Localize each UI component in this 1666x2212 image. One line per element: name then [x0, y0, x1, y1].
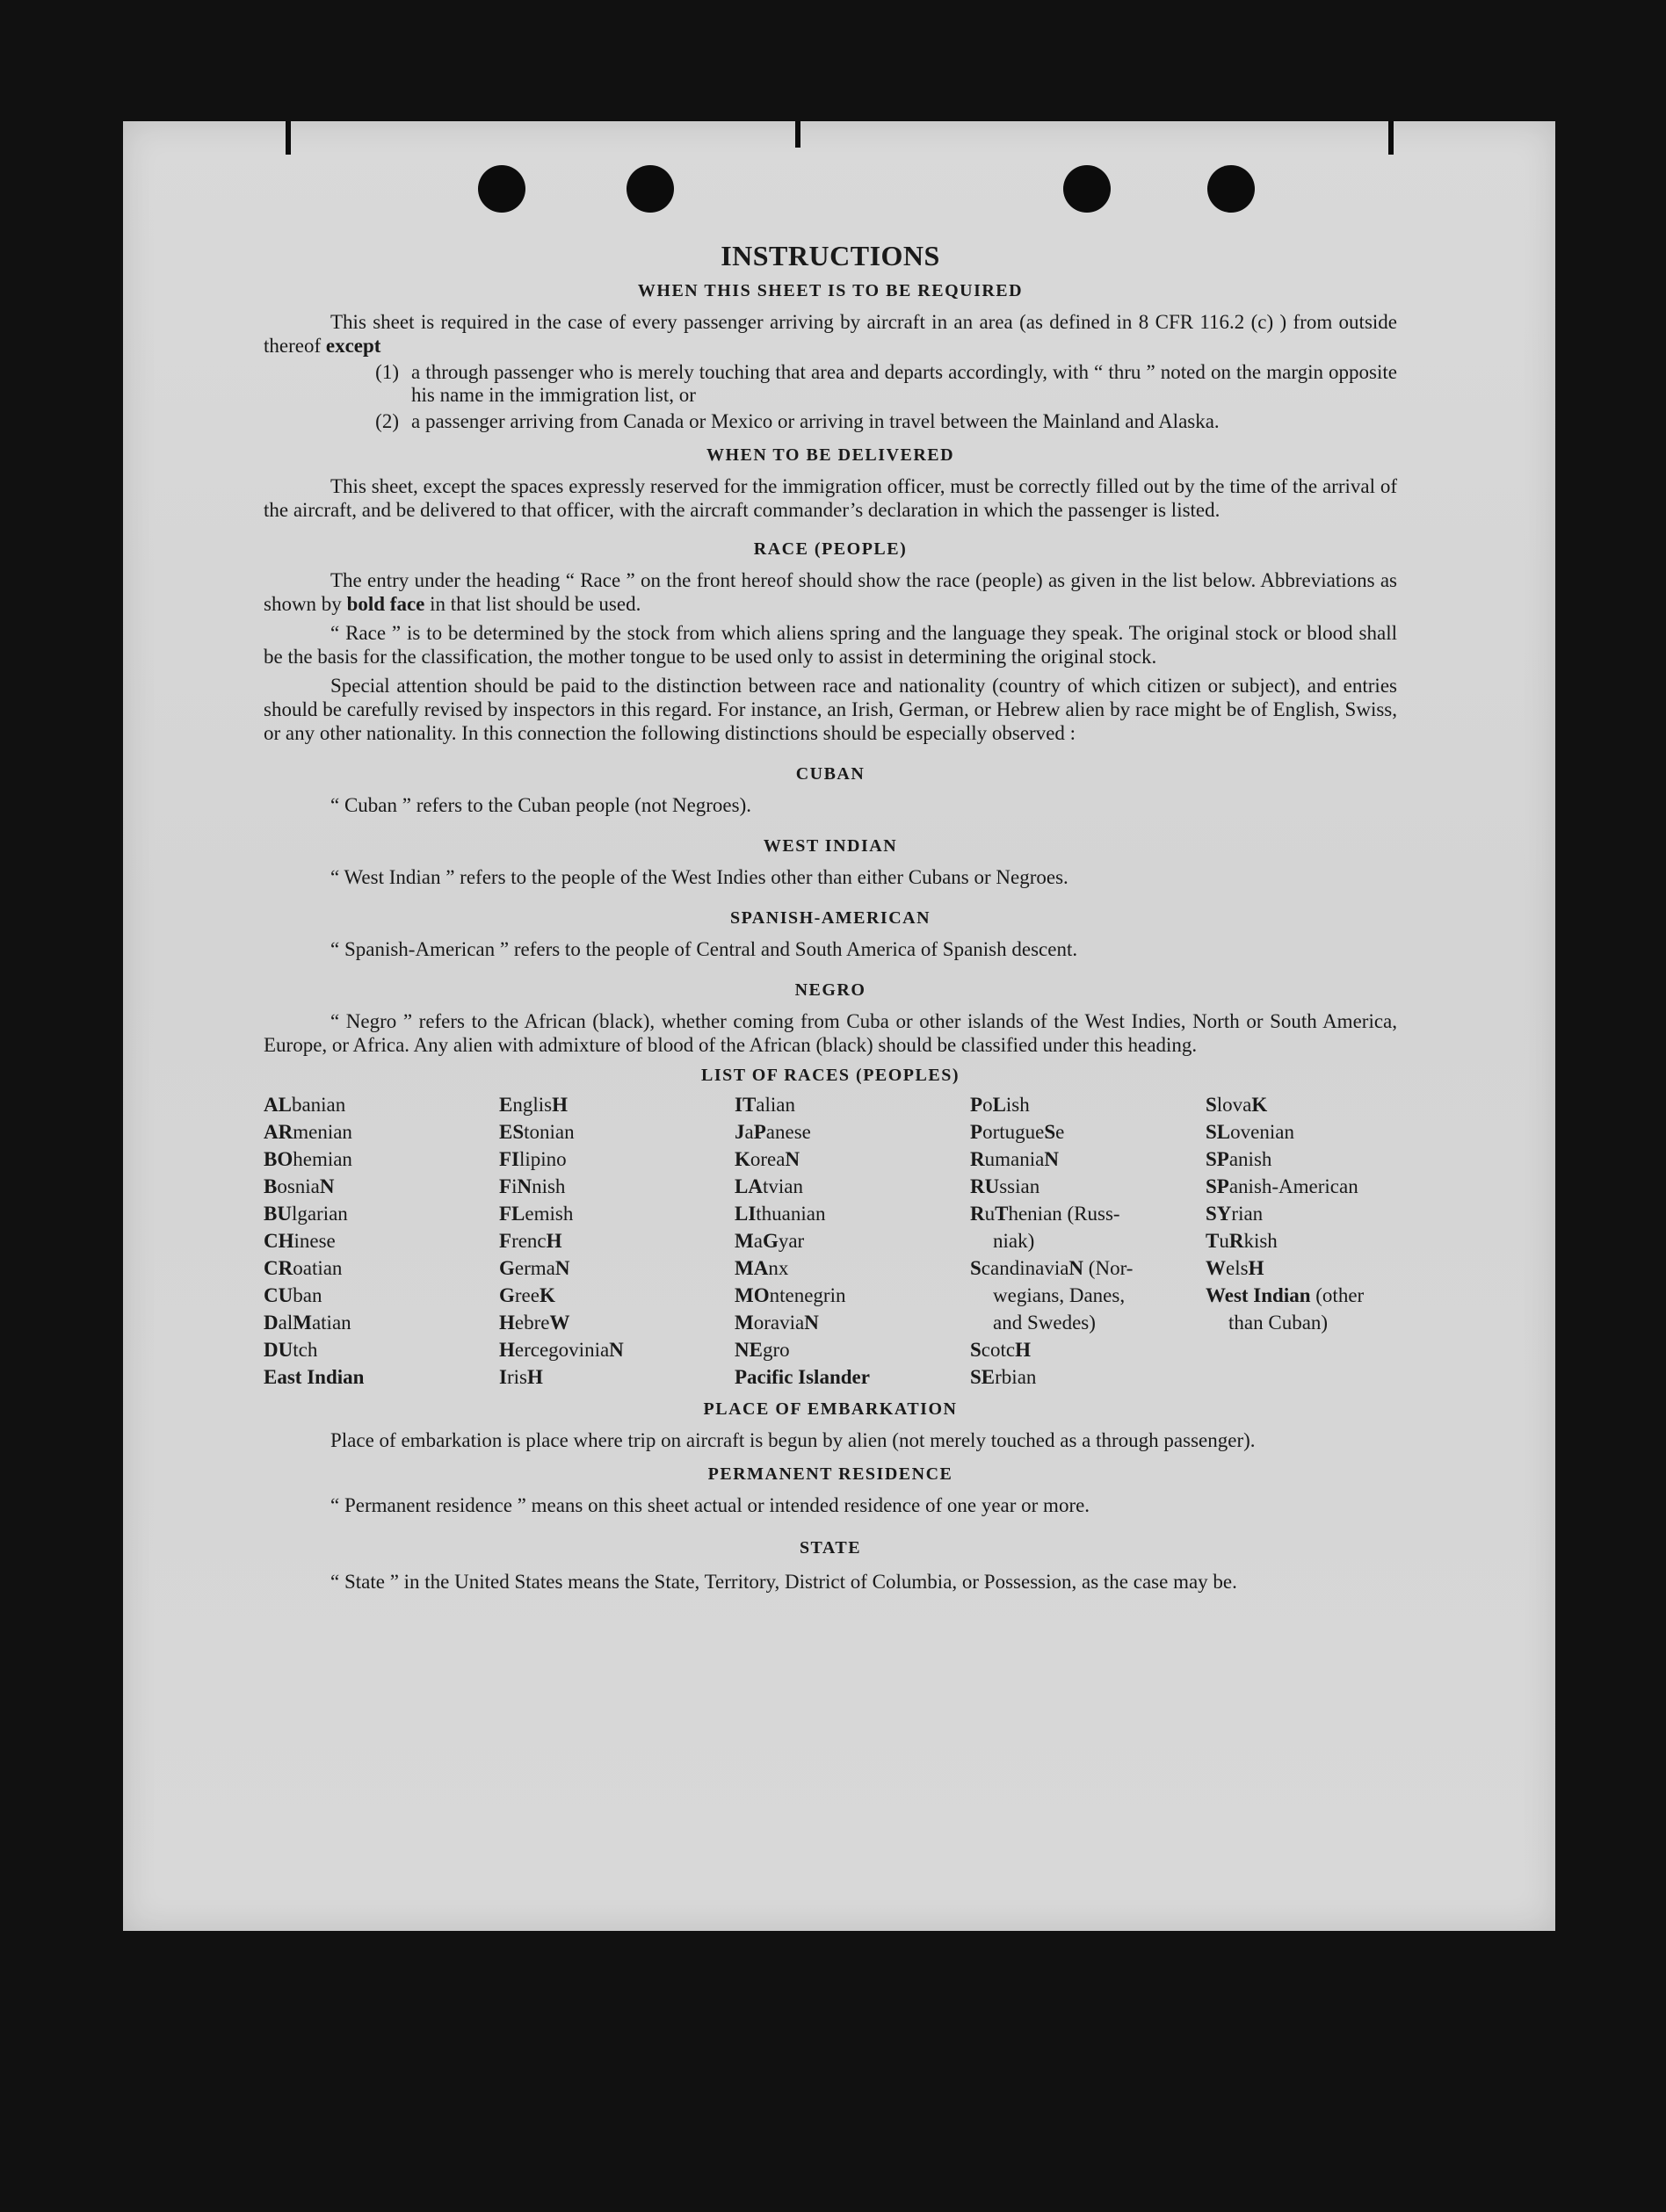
- race-entry: HercegoviniaN: [499, 1339, 624, 1361]
- races-list: [264, 1091, 1397, 1391]
- races-column-2: [499, 1091, 735, 1391]
- punch-mark-center: [795, 121, 800, 148]
- punch-hole-3: [1063, 165, 1111, 213]
- race-entry: niak): [993, 1230, 1035, 1252]
- race-entry: SlovaK: [1206, 1094, 1268, 1116]
- punch-hole-2: [627, 165, 674, 213]
- required-item-2: [264, 410, 1397, 433]
- race-paragraph-2: “ Race ” is to be determined by the stock from which aliens spring and the language they speak. The original stock or blood shall be the basis for the classification, the mother tongue to be used only to assist in determining the original stock.: [264, 622, 1397, 668]
- delivered-text: This sheet, except the spaces expressly reserved for the immigration officer, must be correctly filled out by the time of the arrival of the aircraft, and be delivered to that officer, with the aircraft commander’s declaration in which the passenger is listed.: [264, 475, 1397, 521]
- heading-race: RACE (PEOPLE): [753, 539, 908, 559]
- race-entry: SPanish: [1206, 1148, 1272, 1170]
- race-entry: ARmenian: [264, 1121, 352, 1143]
- item-text: a passenger arriving from Canada or Mexico or arriving in travel between the Mainland and Alaska.: [411, 410, 1220, 432]
- race-entry: and Swedes): [993, 1312, 1096, 1334]
- punch-hole-4: [1207, 165, 1255, 213]
- residence-text: “ Permanent residence ” means on this sheet actual or intended residence of one year or more.: [330, 1494, 1090, 1516]
- item-text: a through passenger who is merely touching that area and departs accordingly, with “ thru ” noted on the margin opposite his name in the immigration list, or: [411, 361, 1397, 406]
- race-entry: MOntenegrin: [735, 1284, 846, 1306]
- race-entry: WelsH: [1206, 1257, 1264, 1279]
- document-sheet: [123, 121, 1555, 1931]
- spanish-american-text: “ Spanish-American ” refers to the people of Central and South America of Spanish descent.: [330, 938, 1078, 960]
- race-entry: MAnx: [735, 1257, 789, 1279]
- embarkation-text: Place of embarkation is place where trip on aircraft is begun by alien (not merely touched as a through passenger).: [330, 1429, 1256, 1451]
- race-entry: RuThenian (Russ-: [970, 1203, 1120, 1225]
- race-entry: SPanish-American: [1206, 1175, 1358, 1197]
- required-intro-bold: except: [325, 335, 381, 357]
- race-entry: MaGyar: [735, 1230, 805, 1252]
- required-item-1: [264, 361, 1397, 407]
- heading-embarkation: PLACE OF EMBARKATION: [703, 1399, 958, 1419]
- item-number: (2): [375, 410, 399, 432]
- punch-mark-right: [1388, 121, 1394, 155]
- race-entry: wegians, Danes,: [993, 1284, 1126, 1306]
- race-entry: HebreW: [499, 1312, 570, 1334]
- race-entry: East Indian: [264, 1366, 365, 1388]
- race-entry: RUssian: [970, 1175, 1040, 1197]
- race-entry: DUtch: [264, 1339, 318, 1361]
- race-entry: IrisH: [499, 1366, 543, 1388]
- heading-required: WHEN THIS SHEET IS TO BE REQUIRED: [637, 281, 1024, 300]
- races-column-1: [264, 1091, 499, 1391]
- west-indian-text: “ West Indian ” refers to the people of the West Indies other than either Cubans or Negroes.: [330, 866, 1068, 888]
- negro-text: “ Negro ” refers to the African (black), whether coming from Cuba or other islands of the West Indies, North or South America, Europe, or Africa. Any alien with admixture of blood of the African (black) should be classified under this heading.: [264, 1010, 1397, 1056]
- heading-list-of-races: LIST OF RACES (PEOPLES): [700, 1066, 960, 1085]
- race-entry: DalMatian: [264, 1312, 351, 1334]
- race-entry: EnglisH: [499, 1094, 568, 1116]
- race-paragraph-3: Special attention should be paid to the distinction between race and nationality (country of which citizen or subject), and entries should be carefully revised by inspectors in this regard. For instance, an Irish, German, or Hebrew alien by race might be of English, Swiss, or any other nationality. In this connection the following distinctions should be especially observed :: [264, 675, 1397, 744]
- race-entry: CUban: [264, 1284, 322, 1306]
- required-intro-text: This sheet is required in the case of every passenger arriving by aircraft in an area (as defined in 8 CFR 116.2 (c) ) from outside thereof: [264, 311, 1397, 357]
- heading-permanent-residence: PERMANENT RESIDENCE: [707, 1464, 953, 1484]
- instructions-content: [264, 240, 1397, 1597]
- page-title: INSTRUCTIONS: [721, 240, 940, 271]
- races-column-4: [970, 1091, 1206, 1391]
- race-entry: FiNnish: [499, 1175, 566, 1197]
- race-entry: JaPanese: [735, 1121, 811, 1143]
- race-entry: ITalian: [735, 1094, 795, 1116]
- race-entry: CHinese: [264, 1230, 336, 1252]
- punch-hole-1: [478, 165, 525, 213]
- heading-cuban: CUBAN: [795, 764, 866, 784]
- race-entry: FIlipino: [499, 1148, 567, 1170]
- heading-delivered: WHEN TO BE DELIVERED: [706, 445, 955, 465]
- race-entry: ScotcH: [970, 1339, 1031, 1361]
- race-entry: CRoatian: [264, 1257, 343, 1279]
- race-entry: FLemish: [499, 1203, 574, 1225]
- race-entry: SLovenian: [1206, 1121, 1294, 1143]
- race-entry: ScandinaviaN (Nor-: [970, 1257, 1134, 1279]
- race-paragraph-1: [264, 568, 1397, 616]
- heading-negro: NEGRO: [794, 980, 866, 1000]
- race-entry: ALbanian: [264, 1094, 346, 1116]
- race-p1-b: in that list should be used.: [430, 593, 641, 615]
- race-entry: NEgro: [735, 1339, 790, 1361]
- race-p1-bold: bold face: [346, 593, 425, 615]
- race-entry: PortugueSe: [970, 1121, 1065, 1143]
- race-entry: West Indian (other: [1206, 1284, 1365, 1306]
- race-entry: LIthuanian: [735, 1203, 826, 1225]
- race-entry: EStonian: [499, 1121, 575, 1143]
- race-entry: LAtvian: [735, 1175, 803, 1197]
- heading-state: STATE: [799, 1538, 862, 1558]
- race-entry: SErbian: [970, 1366, 1037, 1388]
- race-entry: than Cuban): [1228, 1312, 1329, 1334]
- races-column-3: [735, 1091, 970, 1391]
- state-text: “ State ” in the United States means the State, Territory, District of Columbia, or Possession, as the case may be.: [330, 1571, 1237, 1593]
- race-entry: Pacific Islander: [735, 1366, 870, 1388]
- race-entry: SYrian: [1206, 1203, 1264, 1225]
- race-entry: MoraviaN: [735, 1312, 819, 1334]
- race-entry: GermaN: [499, 1257, 570, 1279]
- race-entry: TuRkish: [1206, 1230, 1278, 1252]
- heading-spanish-american: SPANISH-AMERICAN: [729, 908, 931, 928]
- punch-mark-left: [286, 121, 291, 155]
- race-entry: FrencH: [499, 1230, 562, 1252]
- race-entry: RumaniaN: [970, 1148, 1059, 1170]
- race-entry: KoreaN: [735, 1148, 800, 1170]
- race-entry: BUlgarian: [264, 1203, 348, 1225]
- race-entry: BOhemian: [264, 1148, 352, 1170]
- race-entry: GreeK: [499, 1284, 555, 1306]
- races-column-5: [1206, 1091, 1441, 1391]
- cuban-text: “ Cuban ” refers to the Cuban people (not Negroes).: [330, 794, 752, 816]
- race-p1-a: The entry under the heading “ Race ” on the front hereof should show the race (people) as given in the list below. Abbreviations as shown by: [264, 569, 1397, 615]
- required-intro: [264, 310, 1397, 358]
- heading-west-indian: WEST INDIAN: [763, 836, 898, 856]
- race-entry: BosniaN: [264, 1175, 335, 1197]
- item-number: (1): [375, 361, 399, 383]
- race-entry: PoLish: [970, 1094, 1030, 1116]
